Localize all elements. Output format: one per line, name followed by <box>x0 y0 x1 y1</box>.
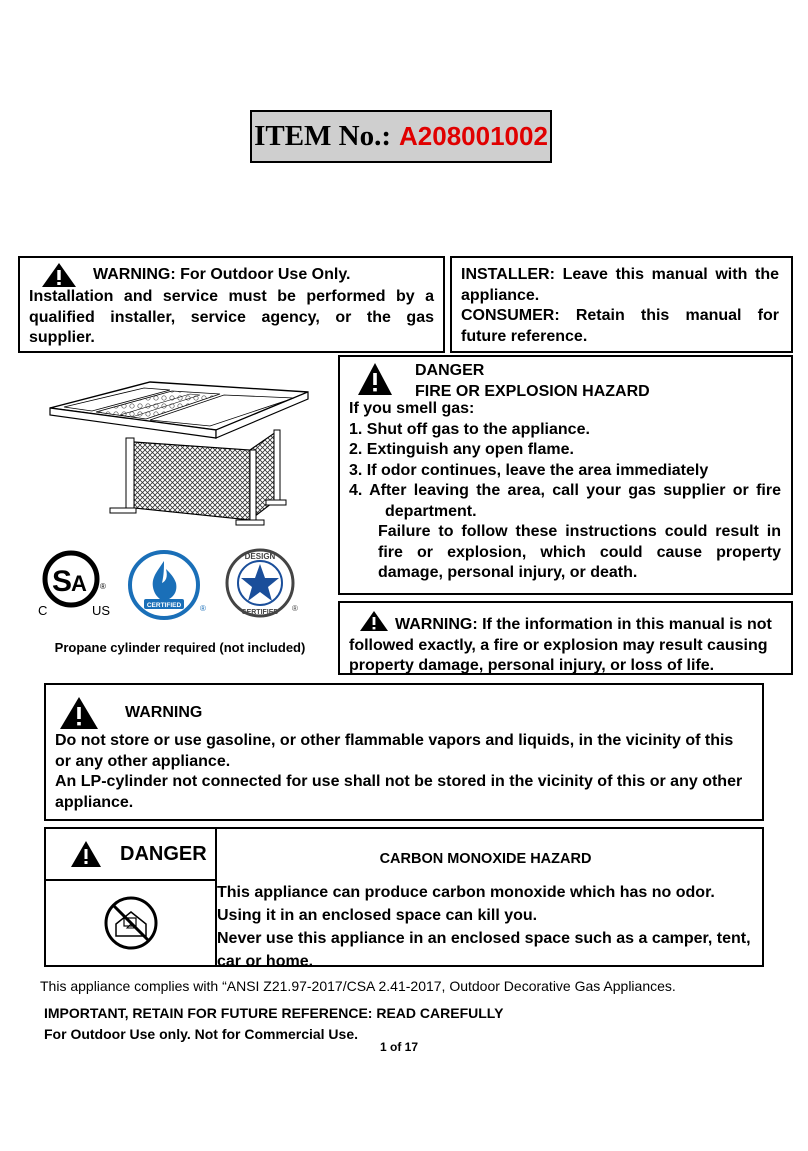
co-hazard-title: CARBON MONOXIDE HAZARD <box>379 851 592 867</box>
item-number-box <box>250 110 552 163</box>
fire-table-illustration <box>40 370 315 530</box>
step-3: 3. If odor continues, leave the area immediately <box>349 461 709 479</box>
warning-gasoline-line2: An LP-cylinder not connected for use shall not be stored in the vicinity of this or any other appliance. <box>55 773 743 811</box>
item-label: ITEM No.: <box>254 120 392 152</box>
compliance-statement: This appliance complies with “ANSI Z21.97-2017/CSA 2.41-2017, Outdoor Decorative Gas Appliances. <box>40 978 676 994</box>
item-number: A208001002 <box>399 121 548 151</box>
warning-triangle-icon <box>59 696 99 730</box>
design-certified-text: CERTIFIED <box>241 609 279 616</box>
blue-flame-certified-icon <box>126 549 210 621</box>
propane-caption: Propane cylinder required (not included) <box>54 640 306 655</box>
warning-triangle-icon <box>357 362 393 396</box>
smell-gas-intro: If you smell gas: <box>349 400 475 417</box>
step-1: 1. Shut off gas to the appliance. <box>349 420 590 438</box>
co-line-1: This appliance can produce carbon monoxide which has no odor. <box>217 884 715 901</box>
svg-text:®: ® <box>200 604 206 613</box>
page-number: 1 of 17 <box>380 1040 419 1054</box>
no-enclosed-space-icon <box>102 894 160 952</box>
warning-outdoor-heading: WARNING: For Outdoor Use Only. <box>93 265 351 283</box>
warning-triangle-icon <box>70 840 102 868</box>
consumer-line: CONSUMER: Retain this manual for future reference. <box>461 307 779 345</box>
warning-info-box <box>338 601 793 675</box>
warning-triangle-icon <box>359 610 389 632</box>
design-text: DESIGN <box>244 552 276 561</box>
blue-certified-text: CERTIFIED <box>146 602 182 609</box>
co-line-2: Using it in an enclosed space can kill you. <box>217 907 538 924</box>
step-4-continued: department. <box>385 502 477 520</box>
design-certified-star-icon <box>224 545 304 623</box>
warning-outdoor-body: Installation and service must be performed by a qualified installer, service agency, or the gas supplier. <box>29 288 434 346</box>
important-notice: IMPORTANT, RETAIN FOR FUTURE REFERENCE: READ CAREFULLY <box>44 1005 504 1021</box>
warning-gasoline-box <box>44 683 764 821</box>
step-2: 2. Extinguish any open flame. <box>349 441 574 458</box>
warning-gasoline-line1: Do not store or use gasoline, or other flammable vapors and liquids, in the vicinity of this or any other appliance. <box>55 732 734 770</box>
failure-note: Failure to follow these instructions could result in fire or explosion, which could cause property damage, personal injury, or death. <box>378 523 781 581</box>
csa-c-label: C <box>38 603 48 618</box>
outdoor-use-notice: For Outdoor Use only. Not for Commercial Use. <box>44 1026 359 1042</box>
co-danger-label: DANGER <box>120 842 207 865</box>
certification-logos <box>38 545 300 623</box>
danger-heading: DANGER <box>415 362 485 379</box>
csa-us-label: US <box>92 603 111 618</box>
warning-info-text: WARNING: If the information in this manual is not followed exactly, a fire or explosion may result causing property damage, personal injury, or loss of life. <box>349 616 772 674</box>
svg-text:S: S <box>52 565 73 598</box>
svg-text:®: ® <box>292 604 298 613</box>
danger-co-box <box>44 827 764 970</box>
warning-gasoline-heading: WARNING <box>125 703 203 721</box>
step-4: 4. After leaving the area, call your gas supplier or fire <box>349 482 781 499</box>
installer-note-box <box>450 256 793 353</box>
installer-line: INSTALLER: Leave this manual with the appliance. <box>461 266 779 304</box>
co-line-3: Never use this appliance in an enclosed space such as a camper, tent, car or home. <box>217 930 751 970</box>
fire-hazard-heading: FIRE OR EXPLOSION HAZARD <box>415 382 650 400</box>
svg-text:®: ® <box>100 582 106 591</box>
warning-outdoor-box <box>18 256 445 353</box>
svg-text:A: A <box>71 571 87 596</box>
warning-triangle-icon <box>41 262 77 288</box>
danger-fire-box <box>338 355 793 595</box>
